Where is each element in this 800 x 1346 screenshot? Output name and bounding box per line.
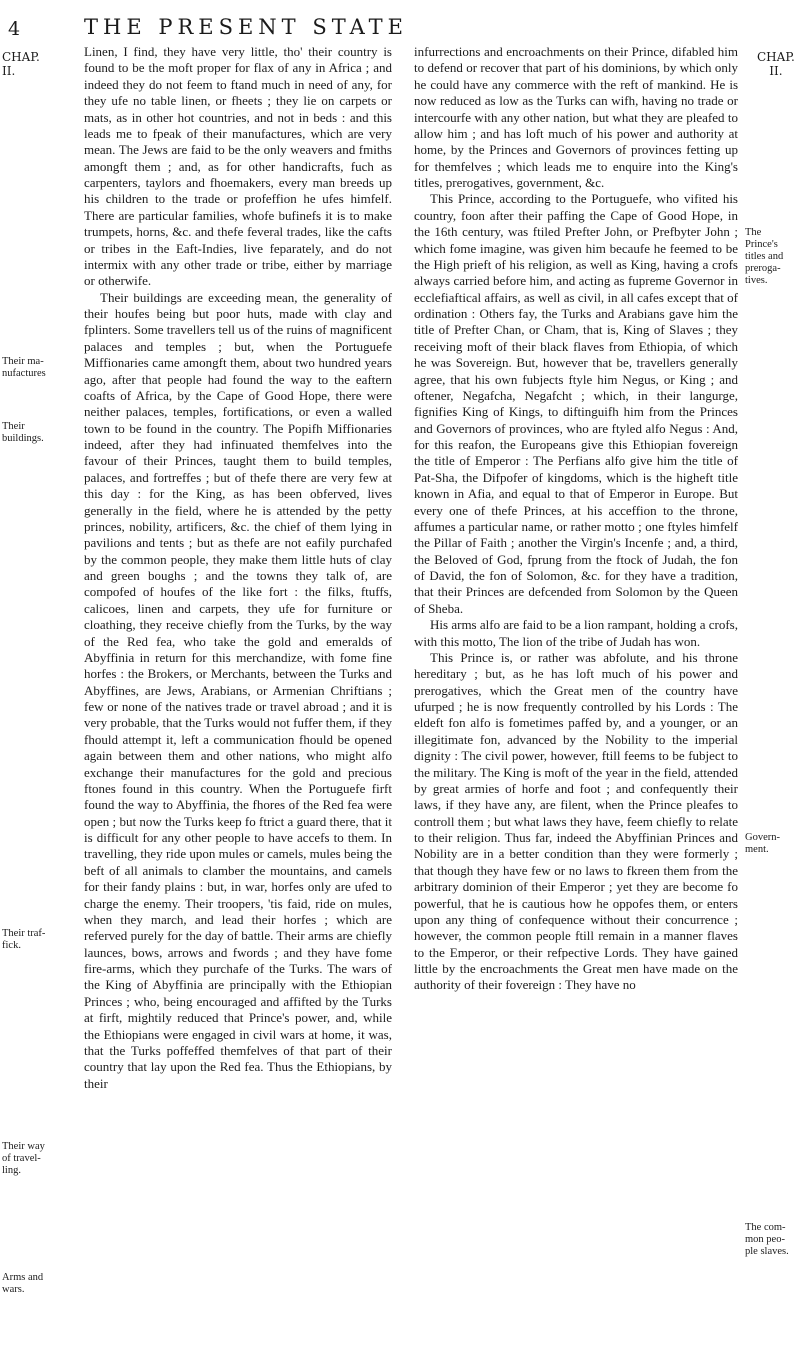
- margin-note: Their traf- fick.: [2, 928, 46, 951]
- margin-note: The com- mon peo- ple slaves.: [745, 1222, 789, 1257]
- margin-note: Their buildings.: [2, 421, 44, 444]
- paragraph: This Prince, according to the Portuguefe, who vifited his country, foon after their paffing the Cape of Good Hope, in the 16th century, was ftiled Prefter John, or Prefbyter John ; which fome imagine, was given him becaufe he feemed to be the High prieft of his religion, as well as King, having a crofs always carried before him, and acting as fupreme Governor in ecclefiaftical affairs, as well as civil, in all cafes except that of ordination : Others fay, the Turks and Arabians gave him the title of Prefter Chan, or Cham, that is, King of Slaves ; they receiving moft of their black flaves from Ethiopia, of which he was Sovereign. But, however that be, travellers generally agree, that his own fubjects ftyle him Negus, or King ; and oftener, Negafcha, Negafcht ; which, in their langurge, fignifies King of Kings, to diftinguifh him from the Princes and Governors of provinces, who are ftyled alfo Negus : And, for this reafon, the Europeans give this Ethiopian fovereign the title of Emperor : The Perfians alfo give him the title of Pat-Sha, the Difpofer of kingdoms, which is the higheft title known in Afia, and equal to that of Emperor in Europe. But every one of thefe Princes, at his acceffion to the throne, affumes a particular name, or rather motto ; one ftyles himfelf the Pillar of Faith ; another the Virgin's Incenfe ; and, a third, the Beloved of God, fprung from the ftock of Judah, the fon of David, the fon of Solomon, &c. for they have a tradition, that their Princes are defcended from Solomon by the Queen of Sheba.: [414, 191, 738, 616]
- margin-note: Govern- ment.: [745, 832, 780, 855]
- paragraph: This Prince is, or rather was abfolute, and his throne hereditary ; but, as he has loft much of his power and prerogatives, which the Great men of the country have ufurped ; he is now frequently controlled by his Lords : The eldeft fon alfo is fometimes paffed by, and a younger, or an illegitimate fon, advanced by the Nobility to the imperial dignity : The civil power, however, ftill feems to be fubject to the military. The King is moft of the year in the field, attended by great armies of horfe and foot ; and confequently their laws, if they have any, are filent, when the Prince pleafes to controll them ; but what laws they have, feem chiefly to relate to their religion. Thus far, indeed the Abyffinian Princes and Nobility are in a better condition than they were formerly ; that though they have few or no laws to fkreen them from the arbitrary dominion of their Emperor ; yet they are become fo powerful, that he is cautious how he oppofes them, or enters upon any thing of confequence without their concurrence ; however, the common people ftill remain in a manner flaves to the Emperor, or their refpective Lords. They have gained little by the encroachments the Great men have made on the authority of their fovereign : They have no: [414, 649, 738, 993]
- margin-note: Their ma- nufactures: [2, 356, 46, 379]
- paragraph: His arms alfo are faid to be a lion rampant, holding a crofs, with this motto, The lion of the tribe of Judah has won.: [414, 617, 738, 649]
- paragraph: infurrections and encroachments on their Prince, difabled him to defend or recover that part of his dominions, by which only he could have any commerce with the reft of mankind. He is now reduced as low as the Turks can wifh, having no trade or intercourfe with any other nation, but what they are pleafed to allow him ; and has loft much of his power and authority at home, by the Princes and Governors of provinces fetting up for themfelves ; which leads me to enquire into the King's titles, prerogatives, government, &c.: [414, 44, 738, 190]
- chapter-marker-left: [2, 50, 40, 78]
- margin-note: The Prince's titles and preroga- tives.: [745, 227, 784, 286]
- left-column: [84, 44, 392, 1092]
- chapter-label: CHAP. II.: [757, 50, 795, 78]
- margin-note: Arms and wars.: [2, 1272, 44, 1295]
- running-head: THE PRESENT STATE: [84, 15, 408, 39]
- paragraph: Their buildings are exceeding mean, the generality of their houfes being but poor huts, made with clay and fplinters. Some travellers tell us of the ruins of magnificent palaces and temples ; but, when the Portuguefe Miffionaries came amongft them, about two hundred years ago, after that people had found the way to the eaftern coafts of Africa, by the Cape of Good Hope, there were neither palaces, temples, fortifications, or even a walled town to be found in the country. The Popifh Miffionaries indeed, after they had infinuated themfelves into the favour of their Princes, taught them to build temples, palaces, and fortreffes ; but of thefe there are very few at this day : for the King, as has been obferved, lives generally in the field, where he is attended by the petty princes, nobility, artificers, &c. the chief of them lying in pavilions and tents ; but as thefe are not eafily purchafed by the common people, they make them little huts of clay and green boughs ; and the towns they talk of, are compofed of houfes of the like fort : the filks, ftuffs, calicoes, linen and carpets, they ufe for furniture or cloathing, they receive chiefly from the Turks, by the way of the Red fea, who take the gold and emeralds of Abyffinia in return for this merchandize, with fome fine horfes : the Brokers, or Merchants, between the Turks and Abyffines, are Jews, Arabians, or Armenian Chriftians ; few or none of the natives trade or travel abroad ; and it is very probable, that the Turks would not fuffer them, if they fhould attempt it, left a communication fhould be opened again between them and other nations, who might alfo exchange their manufactures for the gold and precious ftones found in this country. When the Portuguefe firft found the way to Abyffinia, the fhores of the Red fea were open ; but now the Turks keep fo ftrict a guard there, that it is difficult for any other people to have accefs to them. In travelling, they ride upon mules or camels, mules being the beft of all animals to clamber the mountains, and camels for their fandy plains : but, in war, horfes only are ufed to charge the enemy. Their troopers, 'tis faid, ride on mules, when they march, and lead their horfes ; which are referved purely for the day of battle. Their arms are chiefly launces, bows, arrows and fwords ; and they have fome fire-arms, which they purchafe of the Turks. The wars of the King of Abyffinia are principally with the Ethiopian Princes ; who, being encouraged and affifted by the Turks at firft, mightily reduced that Prince's power, and, while the Ethiopians were engaged in civil wars at home, it was, that the Turks poffeffed themfelves of that part of their country that lay upon the Red fea. Thus the Ethiopians, by their: [84, 289, 392, 1091]
- paragraph: Linen, I find, they have very little, tho' their country is found to be the moft proper for flax of any in Africa ; and indeed they do not feem to ftand much in need of any, for they ufe no table linen, or fheets ; they lie on carpets or mats, as in other hot countries, and not in beds : and this leads me to fpeak of their manufactures, which are very mean. The Jews are faid to be the only weavers and fmiths amongft them ; and, as for other handicrafts, fuch as carpenters, taylors and fhoemakers, every man breeds up his children to the trade or profeffion he ufes himfelf. There are particular families, whofe bufinefs it is to make trumpets, horns, &c. and thefe feveral trades, like the cafts or tribes in the Eaft-Indies, live feparately, and do not intermix with any other trade or tribe, either by marriage or otherwife.: [84, 44, 392, 289]
- chapter-label: CHAP. II.: [2, 50, 40, 78]
- page-number: 4: [8, 18, 21, 40]
- right-column: [414, 44, 738, 994]
- margin-note: Their way of travel- ling.: [2, 1141, 45, 1176]
- chapter-marker-right: [757, 50, 795, 78]
